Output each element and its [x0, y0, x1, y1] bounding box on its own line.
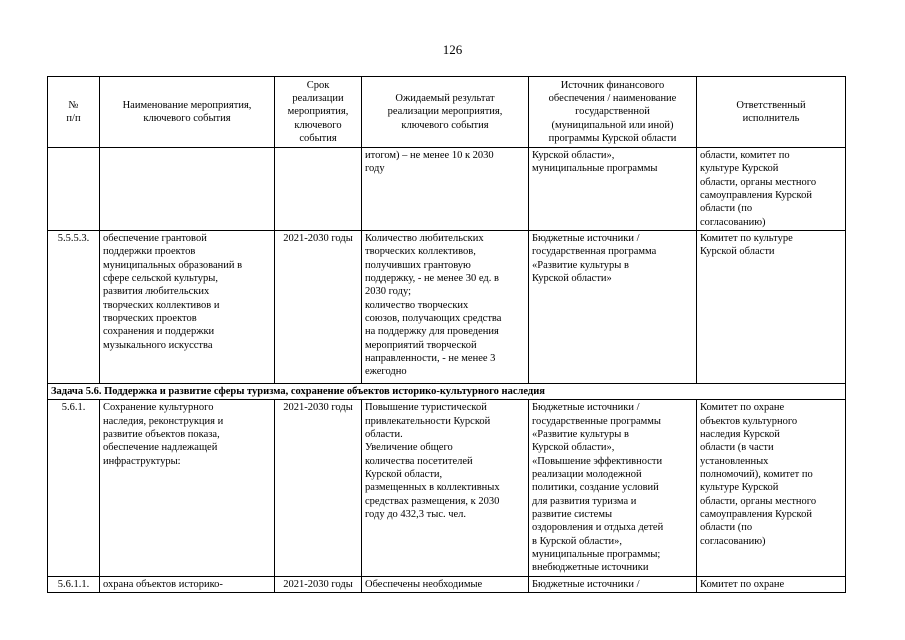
text-line: Срок	[306, 79, 330, 91]
text-line: муниципальные программы;	[532, 548, 661, 560]
text-line: творческих коллективов,	[365, 246, 476, 258]
text-line: сфере сельской культуры,	[103, 272, 218, 284]
header-num	[48, 77, 100, 148]
text-line: «Развитие культуры в	[532, 428, 629, 440]
text-line: Повышение туристической	[365, 402, 487, 414]
text-line: размещенных в коллективных	[365, 482, 500, 494]
text-line: Курской области»	[532, 272, 612, 284]
page-number: 126	[442, 42, 463, 57]
row-number: 5.5.5.3.	[48, 230, 100, 383]
row-number: 5.6.1.	[48, 400, 100, 576]
text-line: творческих коллективов и	[103, 299, 220, 311]
funding-source	[529, 148, 697, 231]
expected-result	[362, 148, 529, 231]
text-line: области (по	[700, 203, 753, 215]
text-line: установленных	[700, 455, 769, 467]
expected-result	[362, 576, 529, 592]
text-line: самоуправления Курской	[700, 508, 812, 520]
text-line: области (по	[700, 522, 753, 534]
text-line: Источник финансового	[560, 79, 665, 91]
text-line: инфраструктуры:	[103, 455, 181, 467]
responsible-executor	[697, 148, 846, 231]
term: 2021-2030 годы	[275, 230, 362, 383]
text-line: ключевого события	[401, 119, 489, 131]
text-line: области, органы местного	[700, 176, 817, 188]
text-line: обеспечение грантовой	[103, 232, 207, 244]
text-line: культуре Курской	[700, 163, 779, 175]
text-line: для развития туризма и	[532, 495, 637, 507]
text-line: наследия, реконструкция и	[103, 415, 224, 427]
text-line: Комитет по культуре	[700, 232, 793, 244]
responsible-executor	[697, 576, 846, 592]
text-line: самоуправления Курской	[700, 189, 812, 201]
text-line: количество творческих	[365, 299, 469, 311]
text-line: Увеличение общего	[365, 442, 453, 454]
text-line: программы Курской области	[548, 132, 677, 144]
text-line: количества посетителей	[365, 455, 473, 467]
text-line: Количество любительских	[365, 232, 484, 244]
text-line: реализации молодежной	[532, 468, 642, 480]
text-line: Ожидаемый результат	[395, 93, 495, 104]
text-line: году	[365, 163, 385, 175]
text-line: на поддержку для проведения	[365, 326, 499, 338]
text-line: Курской области	[700, 246, 775, 258]
funding-source	[529, 400, 697, 576]
text-line: события	[299, 132, 337, 144]
text-line: п/п	[66, 113, 81, 124]
text-line: муниципальные программы	[532, 163, 658, 175]
text-line: согласованию)	[700, 535, 766, 547]
text-line: Ответственный	[736, 99, 806, 111]
text-line: (муниципальной или иной)	[551, 119, 674, 131]
text-line: получивших грантовую	[365, 259, 471, 271]
text-line: наследия Курской	[700, 428, 780, 440]
text-line: согласованию)	[700, 216, 766, 228]
event-name	[100, 576, 275, 592]
text-line: муниципальных образований в	[103, 259, 243, 271]
text-line: обеспечения / наименование	[548, 93, 677, 104]
text-line: ежегодно	[365, 366, 407, 378]
event-name	[100, 400, 275, 576]
header-term	[275, 77, 362, 148]
event-name	[100, 148, 275, 231]
text-line: поддержки проектов	[103, 246, 196, 258]
text-line: политики, создание условий	[532, 482, 659, 494]
table-row	[48, 230, 846, 383]
text-line: области (в части	[700, 442, 774, 454]
text-line: творческих проектов	[103, 312, 197, 324]
row-number: 5.6.1.1.	[48, 576, 100, 592]
text-line: Обеспечены необходимые	[365, 578, 483, 590]
text-line: внебюджетные источники	[532, 562, 649, 574]
text-line: развитие объектов показа,	[103, 428, 220, 440]
table-row	[48, 576, 846, 592]
funding-source	[529, 576, 697, 592]
table-row	[48, 148, 846, 231]
table-header-row	[48, 77, 846, 148]
text-line: Наименование мероприятия,	[122, 99, 252, 111]
text-line: «Повышение эффективности	[532, 455, 663, 467]
text-line: Курской области,	[365, 468, 443, 480]
row-number	[48, 148, 100, 231]
text-line: союзов, получающих средства	[365, 312, 502, 324]
text-line: Комитет по охране	[700, 402, 785, 414]
text-line: музыкального искусства	[103, 339, 213, 351]
text-line: №	[68, 99, 79, 111]
header-name	[100, 77, 275, 148]
task-row	[48, 383, 846, 399]
text-line: Бюджетные источники /	[532, 232, 640, 244]
header-result	[362, 77, 529, 148]
text-line: мероприятий творческой	[365, 339, 477, 351]
text-line: году до 432,3 тыс. чел.	[365, 508, 467, 520]
term: 2021-2030 годы	[275, 576, 362, 592]
text-line: области, органы местного	[700, 495, 817, 507]
text-line: полномочий), комитет по	[700, 468, 813, 480]
text-line: оздоровления и отдыха детей	[532, 522, 664, 534]
header-source	[529, 77, 697, 148]
text-line: привлекательности Курской	[365, 415, 491, 427]
text-line: исполнитель	[742, 113, 800, 124]
text-line: охрана объектов историко-	[103, 578, 223, 590]
text-line: сохранения и поддержки	[103, 326, 215, 338]
text-line: Комитет по охране	[700, 578, 785, 590]
text-line: ключевого события	[143, 113, 231, 124]
responsible-executor	[697, 230, 846, 383]
events-table	[47, 76, 846, 593]
text-line: реализации мероприятия,	[387, 106, 503, 118]
text-line: мероприятия,	[287, 106, 349, 118]
text-line: обеспечение надлежащей	[103, 442, 218, 454]
text-line: средствах размещения, к 2030	[365, 495, 500, 507]
text-line: Сохранение культурного	[103, 402, 214, 414]
text-line: реализации	[292, 93, 344, 104]
text-line: поддержку, - не менее 30 ед. в	[365, 272, 499, 284]
text-line: культуре Курской	[700, 482, 779, 494]
term	[275, 148, 362, 231]
text-line: ключевого	[294, 119, 342, 131]
responsible-executor	[697, 400, 846, 576]
text-line: развитие системы	[532, 508, 613, 520]
text-line: государственные программы	[532, 415, 661, 427]
event-name	[100, 230, 275, 383]
expected-result	[362, 400, 529, 576]
text-line: государственной	[575, 106, 650, 118]
text-line: «Развитие культуры в	[532, 259, 629, 271]
text-line: 2030 году;	[365, 286, 411, 298]
funding-source	[529, 230, 697, 383]
text-line: области.	[365, 428, 403, 440]
text-line: Бюджетные источники /	[532, 578, 640, 590]
task-heading: Задача 5.6. Поддержка и развитие сферы туризма, сохранение объектов историко-культурного наследия	[48, 383, 846, 399]
header-executor	[697, 77, 846, 148]
text-line: в Курской области»,	[532, 535, 622, 547]
term: 2021-2030 годы	[275, 400, 362, 576]
text-line: Бюджетные источники /	[532, 402, 640, 414]
text-line: объектов культурного	[700, 415, 798, 427]
text-line: Курской области»,	[532, 442, 615, 454]
text-line: направленности, - не менее 3	[365, 352, 496, 364]
text-line: итогом) – не менее 10 к 2030	[365, 150, 494, 161]
expected-result	[362, 230, 529, 383]
text-line: государственная программа	[532, 246, 657, 258]
text-line: области, комитет по	[700, 150, 790, 161]
text-line: Курской области»,	[532, 150, 615, 161]
text-line: развития любительских	[103, 286, 210, 298]
table-row	[48, 400, 846, 576]
